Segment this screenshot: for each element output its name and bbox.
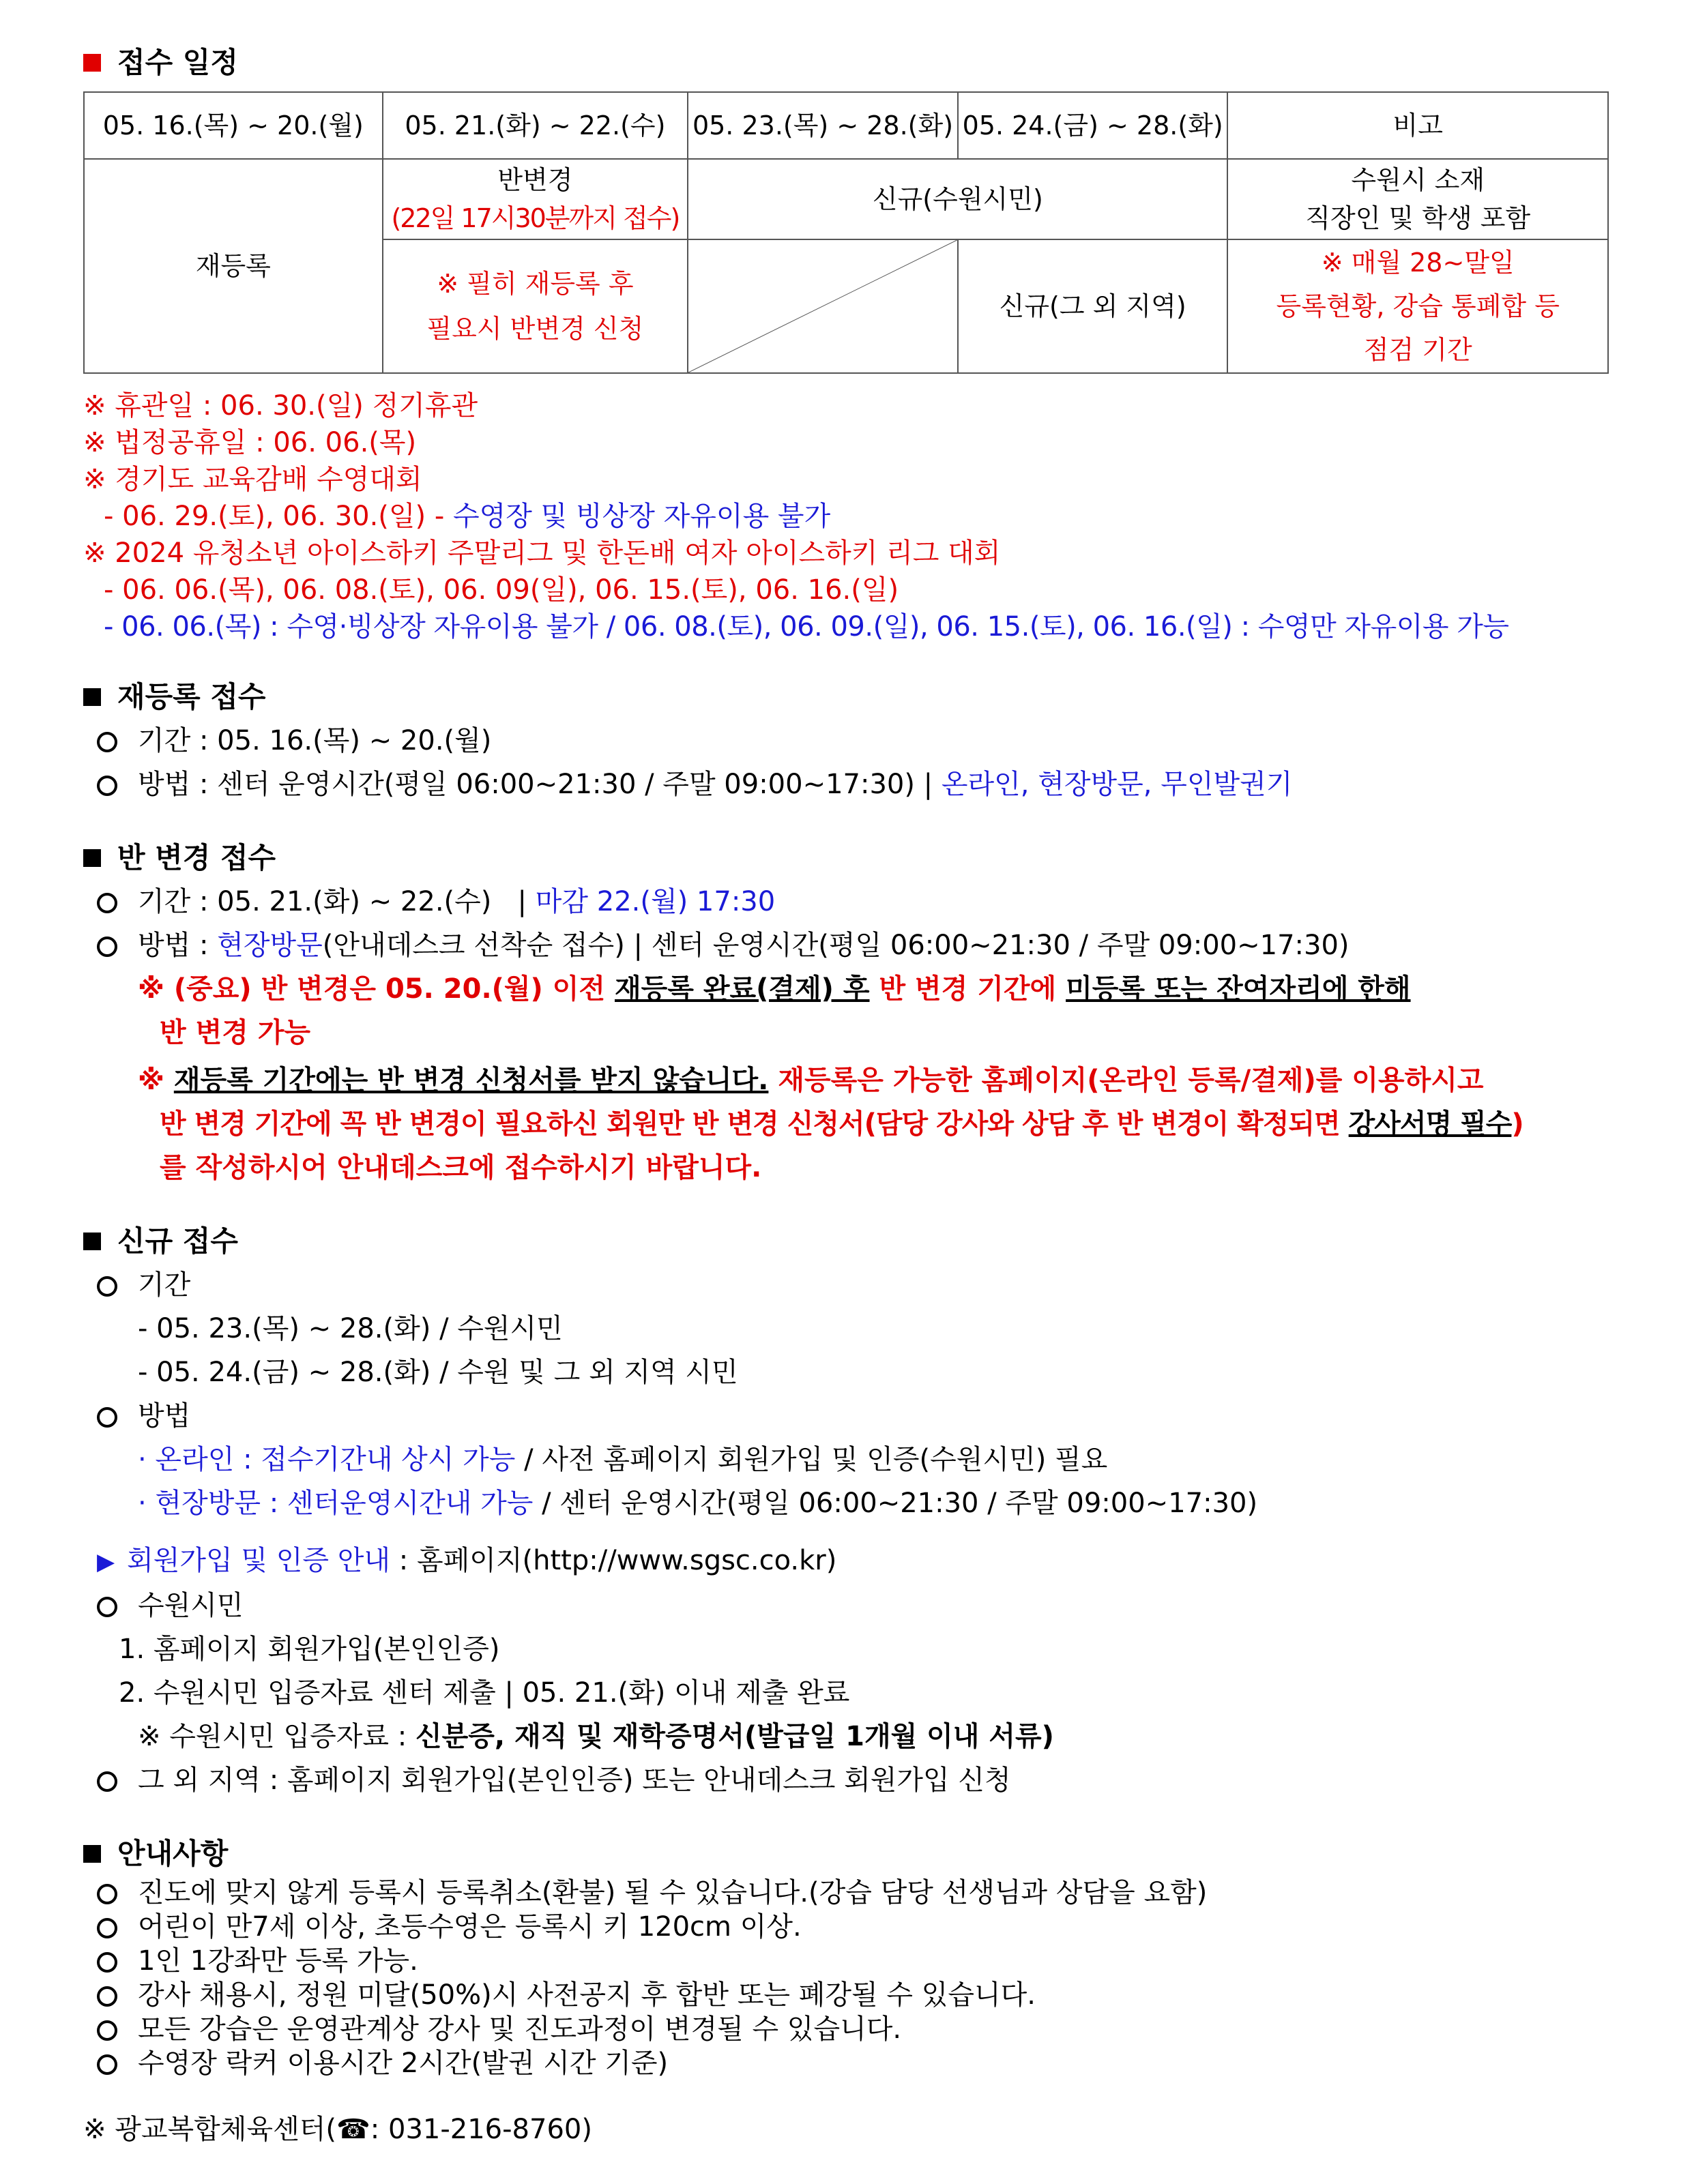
new-period-label: 기간	[83, 1263, 1618, 1307]
rereg-section-title: 재등록 접수	[83, 675, 1618, 719]
other-region-info: 그 외 지역 : 홈페이지 회원가입(본인인증) 또는 안내데스크 회원가입 신청	[83, 1758, 1618, 1802]
schedule-title: 접수 일정	[83, 41, 1618, 85]
notice-swim-event: ※ 경기도 교육감배 수영대회	[83, 464, 422, 495]
classchange-deadline: (22일 17시30분까지 접수)	[391, 203, 680, 233]
header-cell: 비고	[1227, 92, 1608, 159]
change-period: 기간 : 05. 21.(화) ~ 22.(수) | 마감 22.(월) 17:30	[83, 880, 1618, 924]
list-item: 어린이 만7세 이상, 초등수영은 등록시 키 120cm 이상.	[83, 1910, 1618, 1944]
square-bullet-icon	[83, 849, 101, 867]
change-method: 방법 : 현장방문(안내데스크 선착순 접수) | 센터 운영시간(평일 06:00~21:30 / 주말 09:00~17:30)	[83, 924, 1618, 967]
square-bullet-icon	[83, 1845, 101, 1863]
diagonal-line	[688, 240, 957, 372]
triangle-right-icon: ▶	[97, 1548, 115, 1576]
remark-line: 직장인 및 학생 포함	[1305, 203, 1531, 233]
header-cell: 05. 23.(목) ~ 28.(화)	[688, 92, 958, 159]
circle-bullet-icon	[97, 1918, 117, 1938]
new-section-title: 신규 접수	[83, 1220, 1618, 1263]
new-method-visit: · 현장방문 : 센터운영시간내 가능 / 센터 운영시간(평일 06:00~21:30 / 주말 09:00~17:30)	[138, 1488, 1258, 1519]
circle-bullet-icon	[97, 1771, 117, 1792]
list-item: 진도에 맞지 않게 등록시 등록취소(환불) 될 수 있습니다.(강습 담당 선생님과 상담을 요함)	[83, 1876, 1618, 1910]
remark-line: 수원시 소재	[1351, 165, 1485, 195]
rereg-period: 기간 : 05. 16.(목) ~ 20.(월)	[83, 719, 1618, 763]
schedule-table	[83, 91, 1609, 374]
notice-hockey-dates: - 06. 06.(목), 06. 08.(토), 06. 09(일), 06. 15.(토), 06. 16.(일)	[104, 574, 899, 606]
change-important-note-cont: 반 변경 가능	[160, 1017, 311, 1048]
circle-bullet-icon	[97, 1952, 117, 1973]
change-form-note: ※ 재등록 기간에는 반 변경 신청서를 받지 않습니다. 재등록은 가능한 홈페이지(온라인 등록/결제)를 이용하시고	[138, 1065, 1484, 1096]
change-section-title: 반 변경 접수	[83, 836, 1618, 880]
remark-suwon-cell	[1227, 159, 1608, 239]
new-method-online: · 온라인 : 접수기간내 상시 가능 / 사전 홈페이지 회원가입 및 인증(수원시민) 필요	[138, 1444, 1108, 1475]
guide-section-title: 안내사항	[83, 1832, 1618, 1876]
list-item: 강사 채용시, 정원 미달(50%)시 사전공지 후 합반 또는 폐강될 수 있습니다.	[83, 1978, 1618, 2012]
new-other-cell	[958, 239, 1228, 373]
change-important-note: ※ (중요) 반 변경은 05. 20.(월) 이전 재등록 완료(결제) 후 반 변경 기간에 미등록 또는 잔여자리에 한해	[138, 973, 1411, 1005]
suwon-proof-note: ※ 수원시민 입증자료 : 신분증, 재직 및 재학증명서(발급일 1개월 이내 서류)	[138, 1721, 1054, 1752]
notice-block	[83, 387, 1618, 645]
rereg-cell: 재등록	[84, 159, 383, 373]
square-bullet-icon	[83, 688, 101, 706]
diagonal-empty-cell	[688, 239, 958, 373]
circle-bullet-icon	[97, 1407, 117, 1428]
note-line: ※ 필히 재등록 후	[437, 269, 634, 299]
list-item: 수영장 락커 이용시간 2시간(발권 시간 기준)	[83, 2046, 1618, 2080]
remark-line: 점검 기간	[1363, 335, 1472, 365]
remark-line: 등록현황, 강습 통폐합 등	[1276, 291, 1560, 321]
circle-bullet-icon	[97, 1276, 117, 1297]
square-bullet-icon	[83, 1233, 101, 1250]
circle-bullet-icon	[97, 2020, 117, 2041]
phone-icon: ☎	[336, 2114, 370, 2145]
header-cell: 05. 21.(화) ~ 22.(수)	[383, 92, 688, 159]
circle-bullet-icon	[97, 1597, 117, 1617]
change-form-note-end: 를 작성하시어 안내데스크에 접수하시기 바랍니다.	[160, 1152, 762, 1183]
red-square-bullet-icon	[83, 54, 101, 72]
member-guide: ▶ 회원가입 및 인증 안내 : 홈페이지(http://www.sgsc.co.kr)	[97, 1545, 837, 1576]
classchange-label: 반변경	[497, 165, 573, 195]
header-cell: 05. 24.(금) ~ 28.(화)	[958, 92, 1228, 159]
header-cell: 05. 16.(목) ~ 20.(월)	[84, 92, 383, 159]
new-suwon-cell: 신규(수원시민)	[688, 159, 1227, 239]
new-method-label: 방법	[83, 1394, 1618, 1438]
suwon-step-2: 2. 수원시민 입증자료 센터 제출 | 05. 21.(화) 이내 제출 완료	[119, 1677, 850, 1709]
remark-check-cell	[1227, 239, 1608, 373]
document-page	[83, 41, 1618, 2151]
notice-hockey-usage: - 06. 06.(목) : 수영·빙상장 자유이용 불가 / 06. 08.(토), 06. 09.(일), 06. 15.(토), 06. 16.(일) : 수영만 자유이용 가능	[104, 611, 1509, 643]
notice-swim-event-detail: - 06. 29.(토), 06. 30.(일) - 수영장 및 빙상장 자유이용 불가	[104, 501, 831, 532]
circle-bullet-icon	[97, 1884, 117, 1904]
remark-line: ※ 매월 28~말일	[1321, 248, 1515, 278]
new-period-other: - 05. 24.(금) ~ 28.(화) / 수원 및 그 외 지역 시민	[138, 1357, 738, 1388]
change-form-note-cont: 반 변경 기간에 꼭 반 변경이 필요하신 회원만 반 변경 신청서(담당 강사와 상담 후 반 변경이 확정되면 강사서명 필수)	[160, 1108, 1523, 1140]
classchange-note-cell	[383, 239, 688, 373]
new-period-suwon: - 05. 23.(목) ~ 28.(화) / 수원시민	[138, 1313, 563, 1344]
notice-hockey-event: ※ 2024 유청소년 아이스하키 주말리그 및 한돈배 여자 아이스하키 리그 대회	[83, 537, 1001, 569]
list-item: 1인 1강좌만 등록 가능.	[83, 1944, 1618, 1978]
notice-closed-day: ※ 휴관일 : 06. 30.(일) 정기휴관	[83, 390, 478, 422]
circle-bullet-icon	[97, 1986, 117, 2007]
rereg-method: 방법 : 센터 운영시간(평일 06:00~21:30 / 주말 09:00~17:30) | 온라인, 현장방문, 무인발권기	[83, 763, 1618, 806]
circle-bullet-icon	[97, 732, 117, 752]
circle-bullet-icon	[97, 2054, 117, 2075]
guide-list	[83, 1876, 1618, 2080]
footer-contact: ※ 광교복합체육센터(☎: 031-216-8760)	[83, 2114, 592, 2145]
circle-bullet-icon	[97, 776, 117, 796]
suwon-step-1: 1. 홈페이지 회원가입(본인인증)	[119, 1634, 500, 1665]
classchange-cell	[383, 159, 688, 239]
suwon-citizen-label: 수원시민	[83, 1584, 1618, 1627]
schedule-header-row	[84, 92, 1608, 159]
circle-bullet-icon	[97, 936, 117, 957]
list-item: 모든 강습은 운영관계상 강사 및 진도과정이 변경될 수 있습니다.	[83, 2012, 1618, 2046]
note-line: 필요시 반변경 신청	[426, 314, 644, 344]
circle-bullet-icon	[97, 893, 117, 913]
notice-holiday: ※ 법정공휴일 : 06. 06.(목)	[83, 427, 417, 458]
new-other-label: 신규(그 외 지역)	[999, 291, 1186, 321]
